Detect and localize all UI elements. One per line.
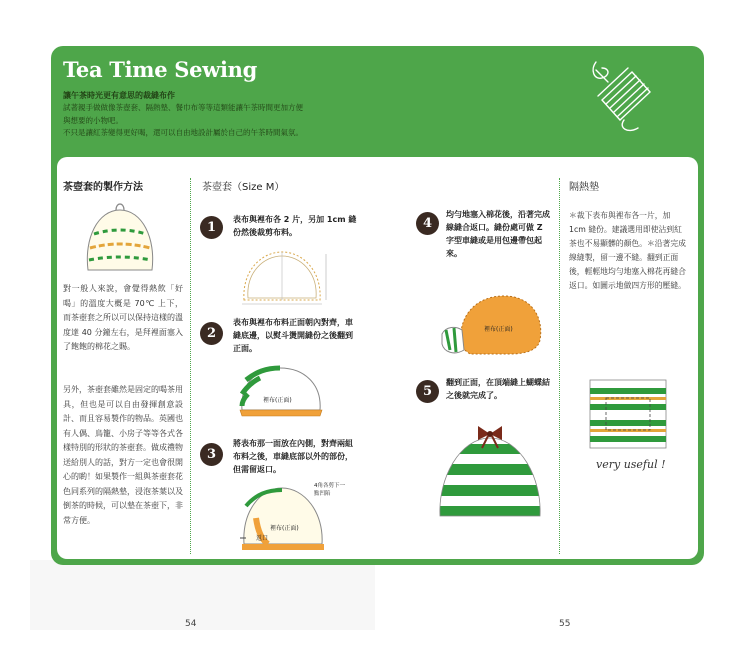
step-text: 將表布那一面放在內側，對齊兩組布料之後，車縫底部以外的部份，但需留返口。 <box>233 439 353 474</box>
column-divider <box>190 178 191 554</box>
pot-holder-illustration <box>588 378 668 450</box>
handwritten-note: very useful ! <box>596 458 666 471</box>
section-subtitle: 讓午茶時光更有意思的裁縫布作 <box>63 91 175 100</box>
right-column-text: ＊裁下表布與裡布各一片，加 1cm 縫份。建議選用即使沾到紅茶也不易顯髒的顏色。＊沿著完成線縫製，留一邊不縫。翻到正面後，輕輕地均勻地塞入棉花再縫合返口。如圖示地做四方形的壓縫。 <box>569 211 686 290</box>
step-number-badge: 3 <box>200 443 223 466</box>
middle-column-title: 茶壺套（Size M） <box>202 182 285 193</box>
desc-line: 試著親手做做像茶壺套、隔熱墊、餐巾布等等這類能讓午茶時間更加方便 <box>63 103 303 112</box>
illustration-note: 4角各剪下一點凹陷 <box>314 483 345 497</box>
step-text: 表布與裡布布料正面朝內對齊，車縫底邊，以熨斗燙開縫份之後翻到正面。 <box>233 318 353 353</box>
illustration-label: 返口 <box>256 535 269 542</box>
tea-cozy-illustration <box>80 198 160 276</box>
step-text: 表布與裡布各 2 片，另加 1cm 縫份然後裁剪布料。 <box>233 215 357 237</box>
illustration-label: 裡布(正面) <box>263 397 292 404</box>
thread-spool-icon <box>588 58 658 136</box>
step-number-badge: 1 <box>200 216 223 239</box>
step-text: 翻到正面，在頂端縫上蝴蝶結之後就完成了。 <box>446 378 550 400</box>
page-number-left: 54 <box>185 619 197 629</box>
step2-illustration <box>236 360 326 420</box>
left-paragraph-1: 對一般人來說，會覺得熱飲「好喝」的溫度大概是 70℃ 上下，而茶壺套之所以可以保持這樣的溫度達 40 分鐘左右，是拜裡面塞入了飽飽的棉花之賜。 <box>63 284 183 351</box>
illustration-label: 裡布(正面) <box>484 326 513 333</box>
step-number-badge: 2 <box>200 322 223 345</box>
step-number-badge: 4 <box>416 212 439 235</box>
desc-line: 不只是讓紅茶變得更好喝，還可以自由地設計屬於自己的午茶時間氣氛。 <box>63 128 303 137</box>
right-column-title: 隔熱墊 <box>569 182 599 193</box>
page-shadow <box>30 560 375 630</box>
finished-tea-cozy-illustration <box>434 422 546 522</box>
page-number-right: 55 <box>559 619 571 629</box>
left-column-title: 茶壺套的製作方法 <box>63 182 143 193</box>
step-text: 均勻地塞入棉花後，沿著完成線縫合返口。縫份處可做 Z 字型車縫或是用包邊帶包起來。 <box>446 210 550 258</box>
desc-line: 與想要的小物吧。 <box>63 115 123 125</box>
illustration-label: 裡布(正面) <box>270 525 299 532</box>
pattern-diagram <box>232 246 332 306</box>
section-title: Tea Time Sewing <box>63 57 258 82</box>
column-divider <box>559 178 560 554</box>
section-description <box>63 102 363 140</box>
left-paragraph-2: 另外，茶壺套雖然是固定的喝茶用具，但也是可以自由發揮創意設計、而且容易製作的物品。英國也有人偶、鳥籠、小房子等等各式各樣特別的形狀的茶壺套。做成禮物送給別人的話，對方一定也會很開心的喲！如果製作一組與茶壺套花色同系列的隔熱墊，浸泡茶葉以及倒茶的時候，可以墊在茶壺下，非常方便。 <box>63 385 183 525</box>
step-number-badge: 5 <box>416 380 439 403</box>
